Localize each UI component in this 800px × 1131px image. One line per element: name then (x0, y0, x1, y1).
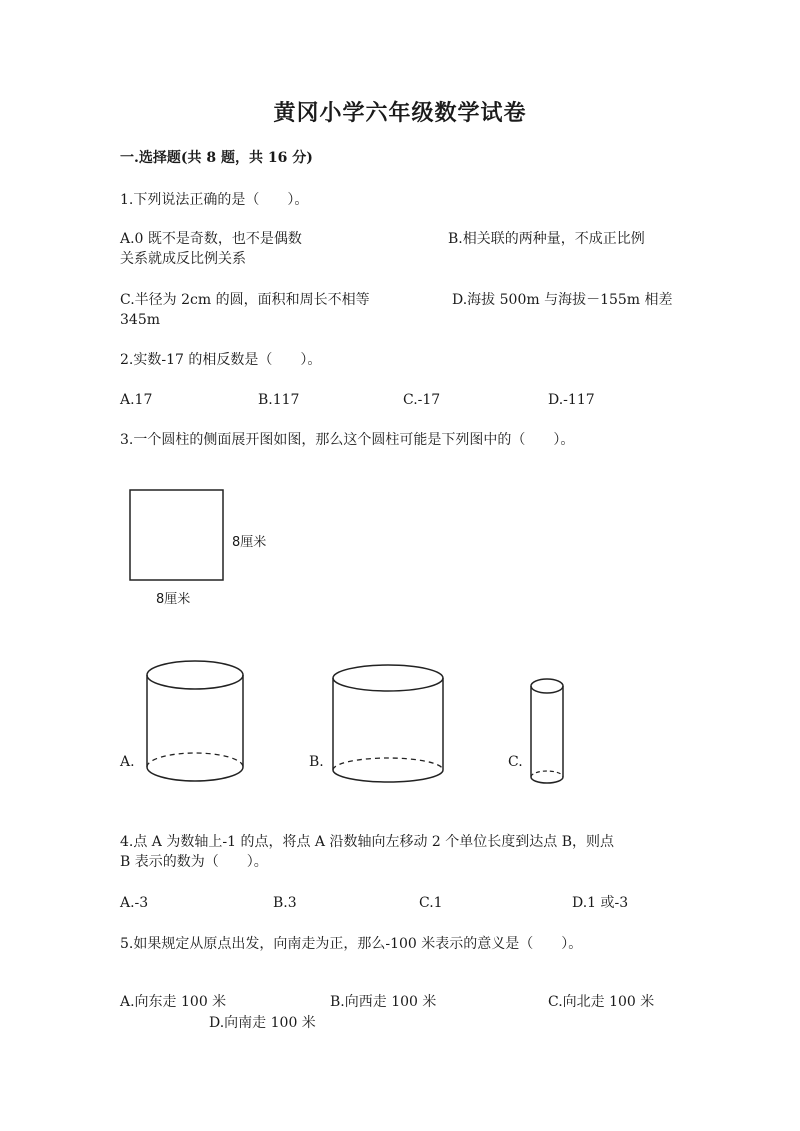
q2-option-d: D.-117 (548, 392, 595, 408)
q5-option-b: B.向西走 100 米 (330, 994, 437, 1010)
cylinder-b (333, 665, 443, 782)
q2-option-b: B.117 (258, 392, 300, 408)
q2-option-c: C.-17 (403, 392, 441, 408)
q1-option-d-line2: 345m (120, 312, 160, 328)
q1-option-b-line1: B.相关联的两种量，不成正比例 (448, 231, 645, 247)
cylinder-a (147, 661, 243, 781)
q4-option-d: D.1 或-3 (572, 895, 629, 911)
q1-option-a: A.0 既不是奇数，也不是偶数 (120, 231, 302, 247)
q2-option-a: A.17 (120, 392, 153, 408)
q5-option-a: A.向东走 100 米 (120, 994, 227, 1010)
question-2-stem: 2.实数-17 的相反数是（ ）。 (120, 352, 322, 368)
section-heading: 一.选择题(共 8 题，共 16 分) (120, 150, 313, 166)
question-4-stem-line2: B 表示的数为（ ）。 (120, 854, 268, 870)
q4-option-b: B.3 (273, 895, 297, 911)
question-4-stem-line1: 4.点 A 为数轴上-1 的点，将点 A 沿数轴向左移动 2 个单位长度到达点 B，则点 (120, 834, 615, 850)
question-3-stem: 3.一个圆柱的侧面展开图如图，那么这个圆柱可能是下列图中的（ ）。 (120, 432, 575, 448)
square-bottom-label: 8厘米 (156, 592, 191, 607)
square-side-label: 8厘米 (232, 535, 267, 550)
q3-option-c: C. (508, 754, 523, 770)
question-5-stem: 5.如果规定从原点出发，向南走为正，那么-100 米表示的意义是（ ）。 (120, 936, 583, 952)
q1-option-b-line2: 关系就成反比例关系 (120, 251, 246, 267)
page-title: 黄冈小学六年级数学试卷 (273, 100, 527, 126)
q1-option-c: C.半径为 2cm 的圆，面积和周长不相等 (120, 292, 370, 308)
q1-option-d-line1: D.海拔 500m 与海拔－155m 相差 (452, 292, 673, 308)
q4-option-a: A.-3 (120, 895, 149, 911)
q3-option-b: B. (309, 754, 324, 770)
q3-option-a: A. (120, 754, 135, 770)
q4-option-c: C.1 (419, 895, 443, 911)
unfolded-square (130, 490, 223, 580)
question-1-stem: 1.下列说法正确的是（ ）。 (120, 192, 309, 208)
q5-option-d: D.向南走 100 米 (209, 1015, 316, 1031)
cylinder-c (531, 679, 563, 783)
q5-option-c: C.向北走 100 米 (548, 994, 655, 1010)
